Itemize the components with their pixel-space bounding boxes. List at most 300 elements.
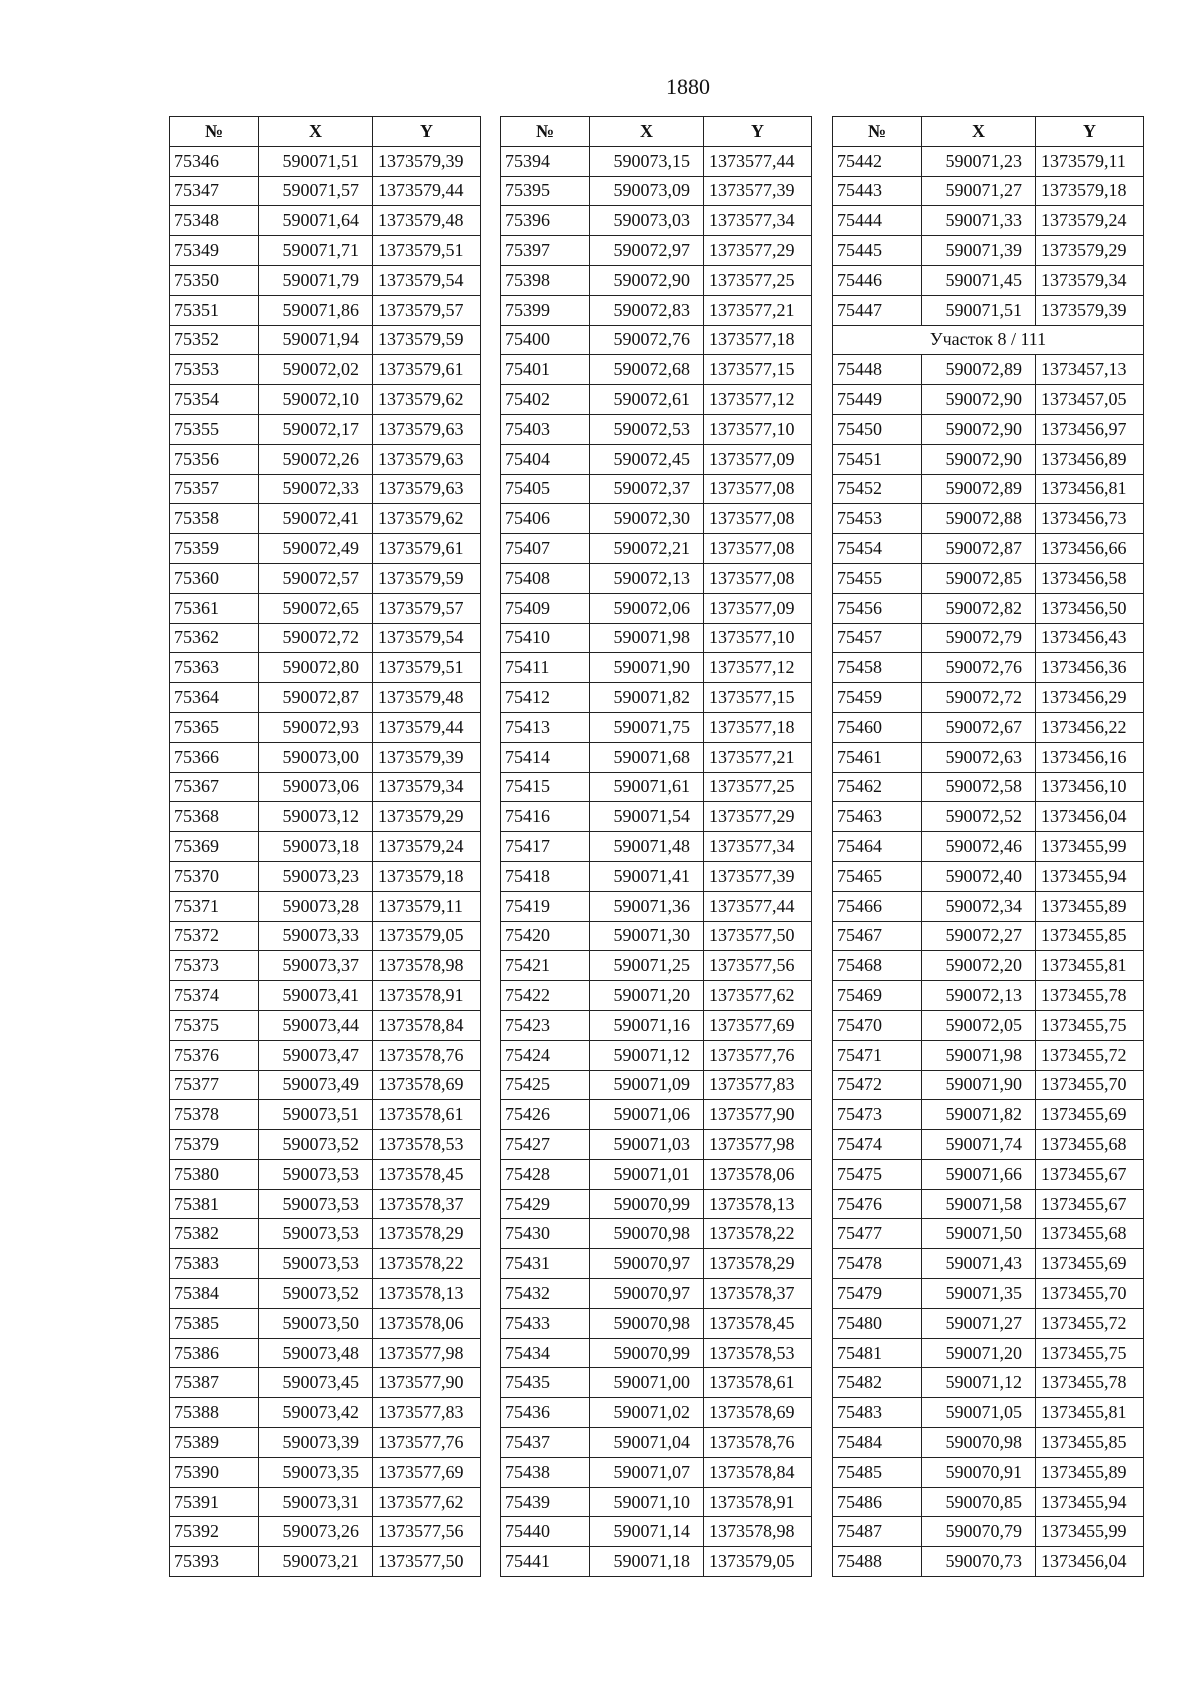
table-row — [170, 742, 481, 772]
y-coordinate-cell: 1373455,89 — [1036, 891, 1144, 921]
y-coordinate-cell: 1373457,13 — [1036, 355, 1144, 385]
point-number-cell: 75424 — [501, 1040, 590, 1070]
point-number-cell: 75465 — [833, 861, 922, 891]
table-header-row — [501, 117, 812, 147]
table-row — [170, 295, 481, 325]
table-row — [170, 355, 481, 385]
x-coordinate-cell: 590070,85 — [922, 1487, 1036, 1517]
point-number-cell: 75429 — [501, 1189, 590, 1219]
table-row — [833, 355, 1144, 385]
x-coordinate-cell: 590073,49 — [259, 1070, 373, 1100]
x-coordinate-cell: 590071,51 — [922, 295, 1036, 325]
y-coordinate-cell: 1373579,59 — [373, 325, 481, 355]
point-number-cell: 75470 — [833, 1010, 922, 1040]
point-number-cell: 75383 — [170, 1249, 259, 1279]
x-coordinate-cell: 590072,13 — [590, 563, 704, 593]
table-row — [170, 265, 481, 295]
table-row — [501, 1249, 812, 1279]
x-coordinate-cell: 590071,12 — [922, 1368, 1036, 1398]
y-coordinate-cell: 1373577,09 — [704, 593, 812, 623]
point-number-cell: 75401 — [501, 355, 590, 385]
table-row — [501, 1517, 812, 1547]
y-coordinate-cell: 1373455,67 — [1036, 1189, 1144, 1219]
x-coordinate-cell: 590071,82 — [922, 1100, 1036, 1130]
x-coordinate-cell: 590072,90 — [922, 385, 1036, 415]
x-coordinate-cell: 590071,45 — [922, 265, 1036, 295]
y-coordinate-cell: 1373577,62 — [373, 1487, 481, 1517]
table-row — [170, 146, 481, 176]
column-header-x: X — [590, 117, 704, 147]
x-coordinate-cell: 590072,83 — [590, 295, 704, 325]
x-coordinate-cell: 590072,63 — [922, 742, 1036, 772]
y-coordinate-cell: 1373455,70 — [1036, 1070, 1144, 1100]
table-row — [833, 206, 1144, 236]
x-coordinate-cell: 590071,71 — [259, 236, 373, 266]
x-coordinate-cell: 590071,61 — [590, 772, 704, 802]
y-coordinate-cell: 1373456,89 — [1036, 444, 1144, 474]
x-coordinate-cell: 590072,34 — [922, 891, 1036, 921]
table-row — [170, 1457, 481, 1487]
point-number-cell: 75483 — [833, 1398, 922, 1428]
table-row — [501, 1100, 812, 1130]
y-coordinate-cell: 1373579,62 — [373, 385, 481, 415]
table-row — [833, 1338, 1144, 1368]
y-coordinate-cell: 1373578,76 — [373, 1040, 481, 1070]
point-number-cell: 75389 — [170, 1428, 259, 1458]
x-coordinate-cell: 590071,06 — [590, 1100, 704, 1130]
point-number-cell: 75487 — [833, 1517, 922, 1547]
table-row — [170, 712, 481, 742]
y-coordinate-cell: 1373577,90 — [704, 1100, 812, 1130]
point-number-cell: 75445 — [833, 236, 922, 266]
x-coordinate-cell: 590072,76 — [590, 325, 704, 355]
x-coordinate-cell: 590072,21 — [590, 534, 704, 564]
point-number-cell: 75386 — [170, 1338, 259, 1368]
table-row — [501, 1130, 812, 1160]
point-number-cell: 75357 — [170, 474, 259, 504]
y-coordinate-cell: 1373455,78 — [1036, 1368, 1144, 1398]
y-coordinate-cell: 1373578,37 — [704, 1279, 812, 1309]
table-row — [501, 861, 812, 891]
column-header-x: X — [922, 117, 1036, 147]
x-coordinate-cell: 590073,50 — [259, 1308, 373, 1338]
table-row — [170, 891, 481, 921]
y-coordinate-cell: 1373579,39 — [373, 146, 481, 176]
x-coordinate-cell: 590071,82 — [590, 683, 704, 713]
x-coordinate-cell: 590072,72 — [922, 683, 1036, 713]
point-number-cell: 75417 — [501, 832, 590, 862]
column-header-number: № — [501, 117, 590, 147]
table-row — [501, 1398, 812, 1428]
point-number-cell: 75464 — [833, 832, 922, 862]
table-row — [170, 1338, 481, 1368]
y-coordinate-cell: 1373578,13 — [704, 1189, 812, 1219]
table-row — [170, 385, 481, 415]
y-coordinate-cell: 1373577,98 — [373, 1338, 481, 1368]
x-coordinate-cell: 590070,99 — [590, 1338, 704, 1368]
point-number-cell: 75451 — [833, 444, 922, 474]
table-row — [170, 325, 481, 355]
y-coordinate-cell: 1373577,15 — [704, 683, 812, 713]
y-coordinate-cell: 1373578,69 — [704, 1398, 812, 1428]
point-number-cell: 75362 — [170, 623, 259, 653]
x-coordinate-cell: 590071,01 — [590, 1159, 704, 1189]
y-coordinate-cell: 1373579,51 — [373, 653, 481, 683]
table-row — [170, 1130, 481, 1160]
point-number-cell: 75484 — [833, 1428, 922, 1458]
point-number-cell: 75433 — [501, 1308, 590, 1338]
table-row — [170, 772, 481, 802]
y-coordinate-cell: 1373577,56 — [704, 951, 812, 981]
point-number-cell: 75384 — [170, 1279, 259, 1309]
table-row — [501, 474, 812, 504]
column-header-y: Y — [704, 117, 812, 147]
y-coordinate-cell: 1373455,78 — [1036, 981, 1144, 1011]
point-number-cell: 75474 — [833, 1130, 922, 1160]
y-coordinate-cell: 1373456,97 — [1036, 414, 1144, 444]
point-number-cell: 75352 — [170, 325, 259, 355]
table-row — [501, 504, 812, 534]
x-coordinate-cell: 590073,12 — [259, 802, 373, 832]
x-coordinate-cell: 590073,52 — [259, 1130, 373, 1160]
x-coordinate-cell: 590071,90 — [922, 1070, 1036, 1100]
table-row — [833, 981, 1144, 1011]
y-coordinate-cell: 1373578,91 — [373, 981, 481, 1011]
table-row — [170, 206, 481, 236]
table-row — [170, 802, 481, 832]
y-coordinate-cell: 1373456,10 — [1036, 772, 1144, 802]
y-coordinate-cell: 1373456,16 — [1036, 742, 1144, 772]
point-number-cell: 75409 — [501, 593, 590, 623]
x-coordinate-cell: 590073,15 — [590, 146, 704, 176]
y-coordinate-cell: 1373577,90 — [373, 1368, 481, 1398]
table-row — [833, 176, 1144, 206]
y-coordinate-cell: 1373579,48 — [373, 683, 481, 713]
point-number-cell: 75432 — [501, 1279, 590, 1309]
y-coordinate-cell: 1373579,05 — [373, 921, 481, 951]
point-number-cell: 75368 — [170, 802, 259, 832]
point-number-cell: 75379 — [170, 1130, 259, 1160]
table-row — [833, 1398, 1144, 1428]
x-coordinate-cell: 590072,90 — [922, 444, 1036, 474]
point-number-cell: 75428 — [501, 1159, 590, 1189]
x-coordinate-cell: 590073,33 — [259, 921, 373, 951]
y-coordinate-cell: 1373455,75 — [1036, 1338, 1144, 1368]
point-number-cell: 75434 — [501, 1338, 590, 1368]
x-coordinate-cell: 590070,98 — [590, 1308, 704, 1338]
table-row — [170, 683, 481, 713]
coordinates-table-3 — [832, 116, 1144, 1577]
y-coordinate-cell: 1373577,10 — [704, 414, 812, 444]
table-row — [170, 1249, 481, 1279]
table-row — [170, 951, 481, 981]
y-coordinate-cell: 1373455,94 — [1036, 1487, 1144, 1517]
y-coordinate-cell: 1373579,57 — [373, 593, 481, 623]
y-coordinate-cell: 1373579,48 — [373, 206, 481, 236]
x-coordinate-cell: 590070,99 — [590, 1189, 704, 1219]
y-coordinate-cell: 1373577,50 — [373, 1547, 481, 1577]
table-row — [833, 593, 1144, 623]
x-coordinate-cell: 590071,86 — [259, 295, 373, 325]
x-coordinate-cell: 590072,27 — [922, 921, 1036, 951]
table-row — [501, 265, 812, 295]
x-coordinate-cell: 590071,04 — [590, 1428, 704, 1458]
y-coordinate-cell: 1373578,45 — [373, 1159, 481, 1189]
x-coordinate-cell: 590072,58 — [922, 772, 1036, 802]
y-coordinate-cell: 1373579,62 — [373, 504, 481, 534]
table-row — [170, 563, 481, 593]
y-coordinate-cell: 1373577,34 — [704, 832, 812, 862]
table-row — [833, 802, 1144, 832]
x-coordinate-cell: 590073,26 — [259, 1517, 373, 1547]
point-number-cell: 75467 — [833, 921, 922, 951]
point-number-cell: 75355 — [170, 414, 259, 444]
x-coordinate-cell: 590071,03 — [590, 1130, 704, 1160]
y-coordinate-cell: 1373579,24 — [373, 832, 481, 862]
point-number-cell: 75478 — [833, 1249, 922, 1279]
table-row — [501, 444, 812, 474]
column-header-number: № — [833, 117, 922, 147]
y-coordinate-cell: 1373579,63 — [373, 474, 481, 504]
table-row — [833, 1130, 1144, 1160]
point-number-cell: 75475 — [833, 1159, 922, 1189]
y-coordinate-cell: 1373577,08 — [704, 563, 812, 593]
x-coordinate-cell: 590071,35 — [922, 1279, 1036, 1309]
y-coordinate-cell: 1373455,69 — [1036, 1100, 1144, 1130]
y-coordinate-cell: 1373455,81 — [1036, 1398, 1144, 1428]
y-coordinate-cell: 1373577,08 — [704, 474, 812, 504]
y-coordinate-cell: 1373456,29 — [1036, 683, 1144, 713]
table-row — [170, 236, 481, 266]
x-coordinate-cell: 590072,33 — [259, 474, 373, 504]
table-row — [501, 951, 812, 981]
table-row — [170, 1547, 481, 1577]
x-coordinate-cell: 590073,44 — [259, 1010, 373, 1040]
y-coordinate-cell: 1373579,63 — [373, 444, 481, 474]
x-coordinate-cell: 590073,00 — [259, 742, 373, 772]
y-coordinate-cell: 1373577,21 — [704, 742, 812, 772]
point-number-cell: 75416 — [501, 802, 590, 832]
x-coordinate-cell: 590073,35 — [259, 1457, 373, 1487]
table-row — [170, 1279, 481, 1309]
point-number-cell: 75472 — [833, 1070, 922, 1100]
x-coordinate-cell: 590071,74 — [922, 1130, 1036, 1160]
table-row — [833, 265, 1144, 295]
table-row — [833, 236, 1144, 266]
y-coordinate-cell: 1373578,22 — [373, 1249, 481, 1279]
table-row — [170, 1159, 481, 1189]
point-number-cell: 75479 — [833, 1279, 922, 1309]
y-coordinate-cell: 1373578,06 — [373, 1308, 481, 1338]
point-number-cell: 75456 — [833, 593, 922, 623]
point-number-cell: 75439 — [501, 1487, 590, 1517]
x-coordinate-cell: 590072,20 — [922, 951, 1036, 981]
point-number-cell: 75425 — [501, 1070, 590, 1100]
point-number-cell: 75485 — [833, 1457, 922, 1487]
point-number-cell: 75375 — [170, 1010, 259, 1040]
x-coordinate-cell: 590070,97 — [590, 1249, 704, 1279]
y-coordinate-cell: 1373579,61 — [373, 355, 481, 385]
x-coordinate-cell: 590073,53 — [259, 1219, 373, 1249]
point-number-cell: 75430 — [501, 1219, 590, 1249]
y-coordinate-cell: 1373579,54 — [373, 623, 481, 653]
x-coordinate-cell: 590071,20 — [590, 981, 704, 1011]
x-coordinate-cell: 590071,98 — [590, 623, 704, 653]
y-coordinate-cell: 1373579,34 — [373, 772, 481, 802]
point-number-cell: 75477 — [833, 1219, 922, 1249]
x-coordinate-cell: 590072,61 — [590, 385, 704, 415]
y-coordinate-cell: 1373579,11 — [1036, 146, 1144, 176]
x-coordinate-cell: 590070,98 — [922, 1428, 1036, 1458]
x-coordinate-cell: 590070,91 — [922, 1457, 1036, 1487]
y-coordinate-cell: 1373579,29 — [373, 802, 481, 832]
point-number-cell: 75387 — [170, 1368, 259, 1398]
x-coordinate-cell: 590070,79 — [922, 1517, 1036, 1547]
y-coordinate-cell: 1373455,68 — [1036, 1219, 1144, 1249]
point-number-cell: 75376 — [170, 1040, 259, 1070]
table-row — [501, 921, 812, 951]
x-coordinate-cell: 590071,68 — [590, 742, 704, 772]
x-coordinate-cell: 590072,37 — [590, 474, 704, 504]
y-coordinate-cell: 1373577,08 — [704, 504, 812, 534]
table-row — [501, 534, 812, 564]
x-coordinate-cell: 590071,10 — [590, 1487, 704, 1517]
x-coordinate-cell: 590073,03 — [590, 206, 704, 236]
table-row — [833, 1547, 1144, 1577]
point-number-cell: 75418 — [501, 861, 590, 891]
table-row — [501, 1338, 812, 1368]
x-coordinate-cell: 590071,36 — [590, 891, 704, 921]
table-row — [833, 951, 1144, 981]
x-coordinate-cell: 590072,79 — [922, 623, 1036, 653]
x-coordinate-cell: 590073,47 — [259, 1040, 373, 1070]
point-number-cell: 75396 — [501, 206, 590, 236]
x-coordinate-cell: 590072,26 — [259, 444, 373, 474]
point-number-cell: 75367 — [170, 772, 259, 802]
y-coordinate-cell: 1373456,04 — [1036, 802, 1144, 832]
point-number-cell: 75457 — [833, 623, 922, 653]
x-coordinate-cell: 590071,16 — [590, 1010, 704, 1040]
table-row — [501, 802, 812, 832]
point-number-cell: 75372 — [170, 921, 259, 951]
y-coordinate-cell: 1373577,39 — [704, 861, 812, 891]
y-coordinate-cell: 1373455,72 — [1036, 1308, 1144, 1338]
table-row — [833, 623, 1144, 653]
table-row — [170, 474, 481, 504]
point-number-cell: 75419 — [501, 891, 590, 921]
point-number-cell: 75431 — [501, 1249, 590, 1279]
y-coordinate-cell: 1373579,57 — [373, 295, 481, 325]
point-number-cell: 75382 — [170, 1219, 259, 1249]
y-coordinate-cell: 1373455,89 — [1036, 1457, 1144, 1487]
table-row — [501, 683, 812, 713]
table-row — [833, 1070, 1144, 1100]
y-coordinate-cell: 1373577,18 — [704, 325, 812, 355]
point-number-cell: 75385 — [170, 1308, 259, 1338]
point-number-cell: 75455 — [833, 563, 922, 593]
point-number-cell: 75390 — [170, 1457, 259, 1487]
point-number-cell: 75442 — [833, 146, 922, 176]
table-row — [501, 1279, 812, 1309]
y-coordinate-cell: 1373456,22 — [1036, 712, 1144, 742]
x-coordinate-cell: 590072,97 — [590, 236, 704, 266]
y-coordinate-cell: 1373577,12 — [704, 653, 812, 683]
x-coordinate-cell: 590072,90 — [590, 265, 704, 295]
point-number-cell: 75481 — [833, 1338, 922, 1368]
point-number-cell: 75350 — [170, 265, 259, 295]
y-coordinate-cell: 1373579,39 — [373, 742, 481, 772]
point-number-cell: 75346 — [170, 146, 259, 176]
point-number-cell: 75360 — [170, 563, 259, 593]
y-coordinate-cell: 1373579,61 — [373, 534, 481, 564]
table-row — [833, 1249, 1144, 1279]
x-coordinate-cell: 590071,12 — [590, 1040, 704, 1070]
x-coordinate-cell: 590071,90 — [590, 653, 704, 683]
table-row — [833, 742, 1144, 772]
table-row — [501, 832, 812, 862]
y-coordinate-cell: 1373578,06 — [704, 1159, 812, 1189]
section-label: Участок 8 / 111 — [833, 325, 1144, 355]
point-number-cell: 75423 — [501, 1010, 590, 1040]
point-number-cell: 75366 — [170, 742, 259, 772]
y-coordinate-cell: 1373577,44 — [704, 891, 812, 921]
y-coordinate-cell: 1373578,53 — [373, 1130, 481, 1160]
table-header-row — [833, 117, 1144, 147]
y-coordinate-cell: 1373455,75 — [1036, 1010, 1144, 1040]
point-number-cell: 75413 — [501, 712, 590, 742]
point-number-cell: 75414 — [501, 742, 590, 772]
table-row — [170, 653, 481, 683]
y-coordinate-cell: 1373577,69 — [704, 1010, 812, 1040]
table-row — [833, 772, 1144, 802]
y-coordinate-cell: 1373456,50 — [1036, 593, 1144, 623]
x-coordinate-cell: 590071,98 — [922, 1040, 1036, 1070]
y-coordinate-cell: 1373455,81 — [1036, 951, 1144, 981]
point-number-cell: 75444 — [833, 206, 922, 236]
table-row — [833, 1368, 1144, 1398]
x-coordinate-cell: 590071,30 — [590, 921, 704, 951]
table-row — [170, 1040, 481, 1070]
x-coordinate-cell: 590071,75 — [590, 712, 704, 742]
x-coordinate-cell: 590071,66 — [922, 1159, 1036, 1189]
point-number-cell: 75446 — [833, 265, 922, 295]
column-header-y: Y — [1036, 117, 1144, 147]
y-coordinate-cell: 1373577,21 — [704, 295, 812, 325]
y-coordinate-cell: 1373577,25 — [704, 265, 812, 295]
table-row — [501, 1547, 812, 1577]
x-coordinate-cell: 590071,27 — [922, 176, 1036, 206]
table-row — [833, 444, 1144, 474]
x-coordinate-cell: 590072,49 — [259, 534, 373, 564]
point-number-cell: 75421 — [501, 951, 590, 981]
table-row — [501, 1040, 812, 1070]
x-coordinate-cell: 590072,53 — [590, 414, 704, 444]
x-coordinate-cell: 590073,51 — [259, 1100, 373, 1130]
point-number-cell: 75353 — [170, 355, 259, 385]
y-coordinate-cell: 1373577,25 — [704, 772, 812, 802]
y-coordinate-cell: 1373455,72 — [1036, 1040, 1144, 1070]
table-row — [501, 891, 812, 921]
x-coordinate-cell: 590073,28 — [259, 891, 373, 921]
table-row — [501, 593, 812, 623]
table-row — [833, 474, 1144, 504]
y-coordinate-cell: 1373577,39 — [704, 176, 812, 206]
y-coordinate-cell: 1373578,22 — [704, 1219, 812, 1249]
point-number-cell: 75374 — [170, 981, 259, 1011]
table-row — [501, 712, 812, 742]
table-row — [170, 444, 481, 474]
point-number-cell: 75400 — [501, 325, 590, 355]
